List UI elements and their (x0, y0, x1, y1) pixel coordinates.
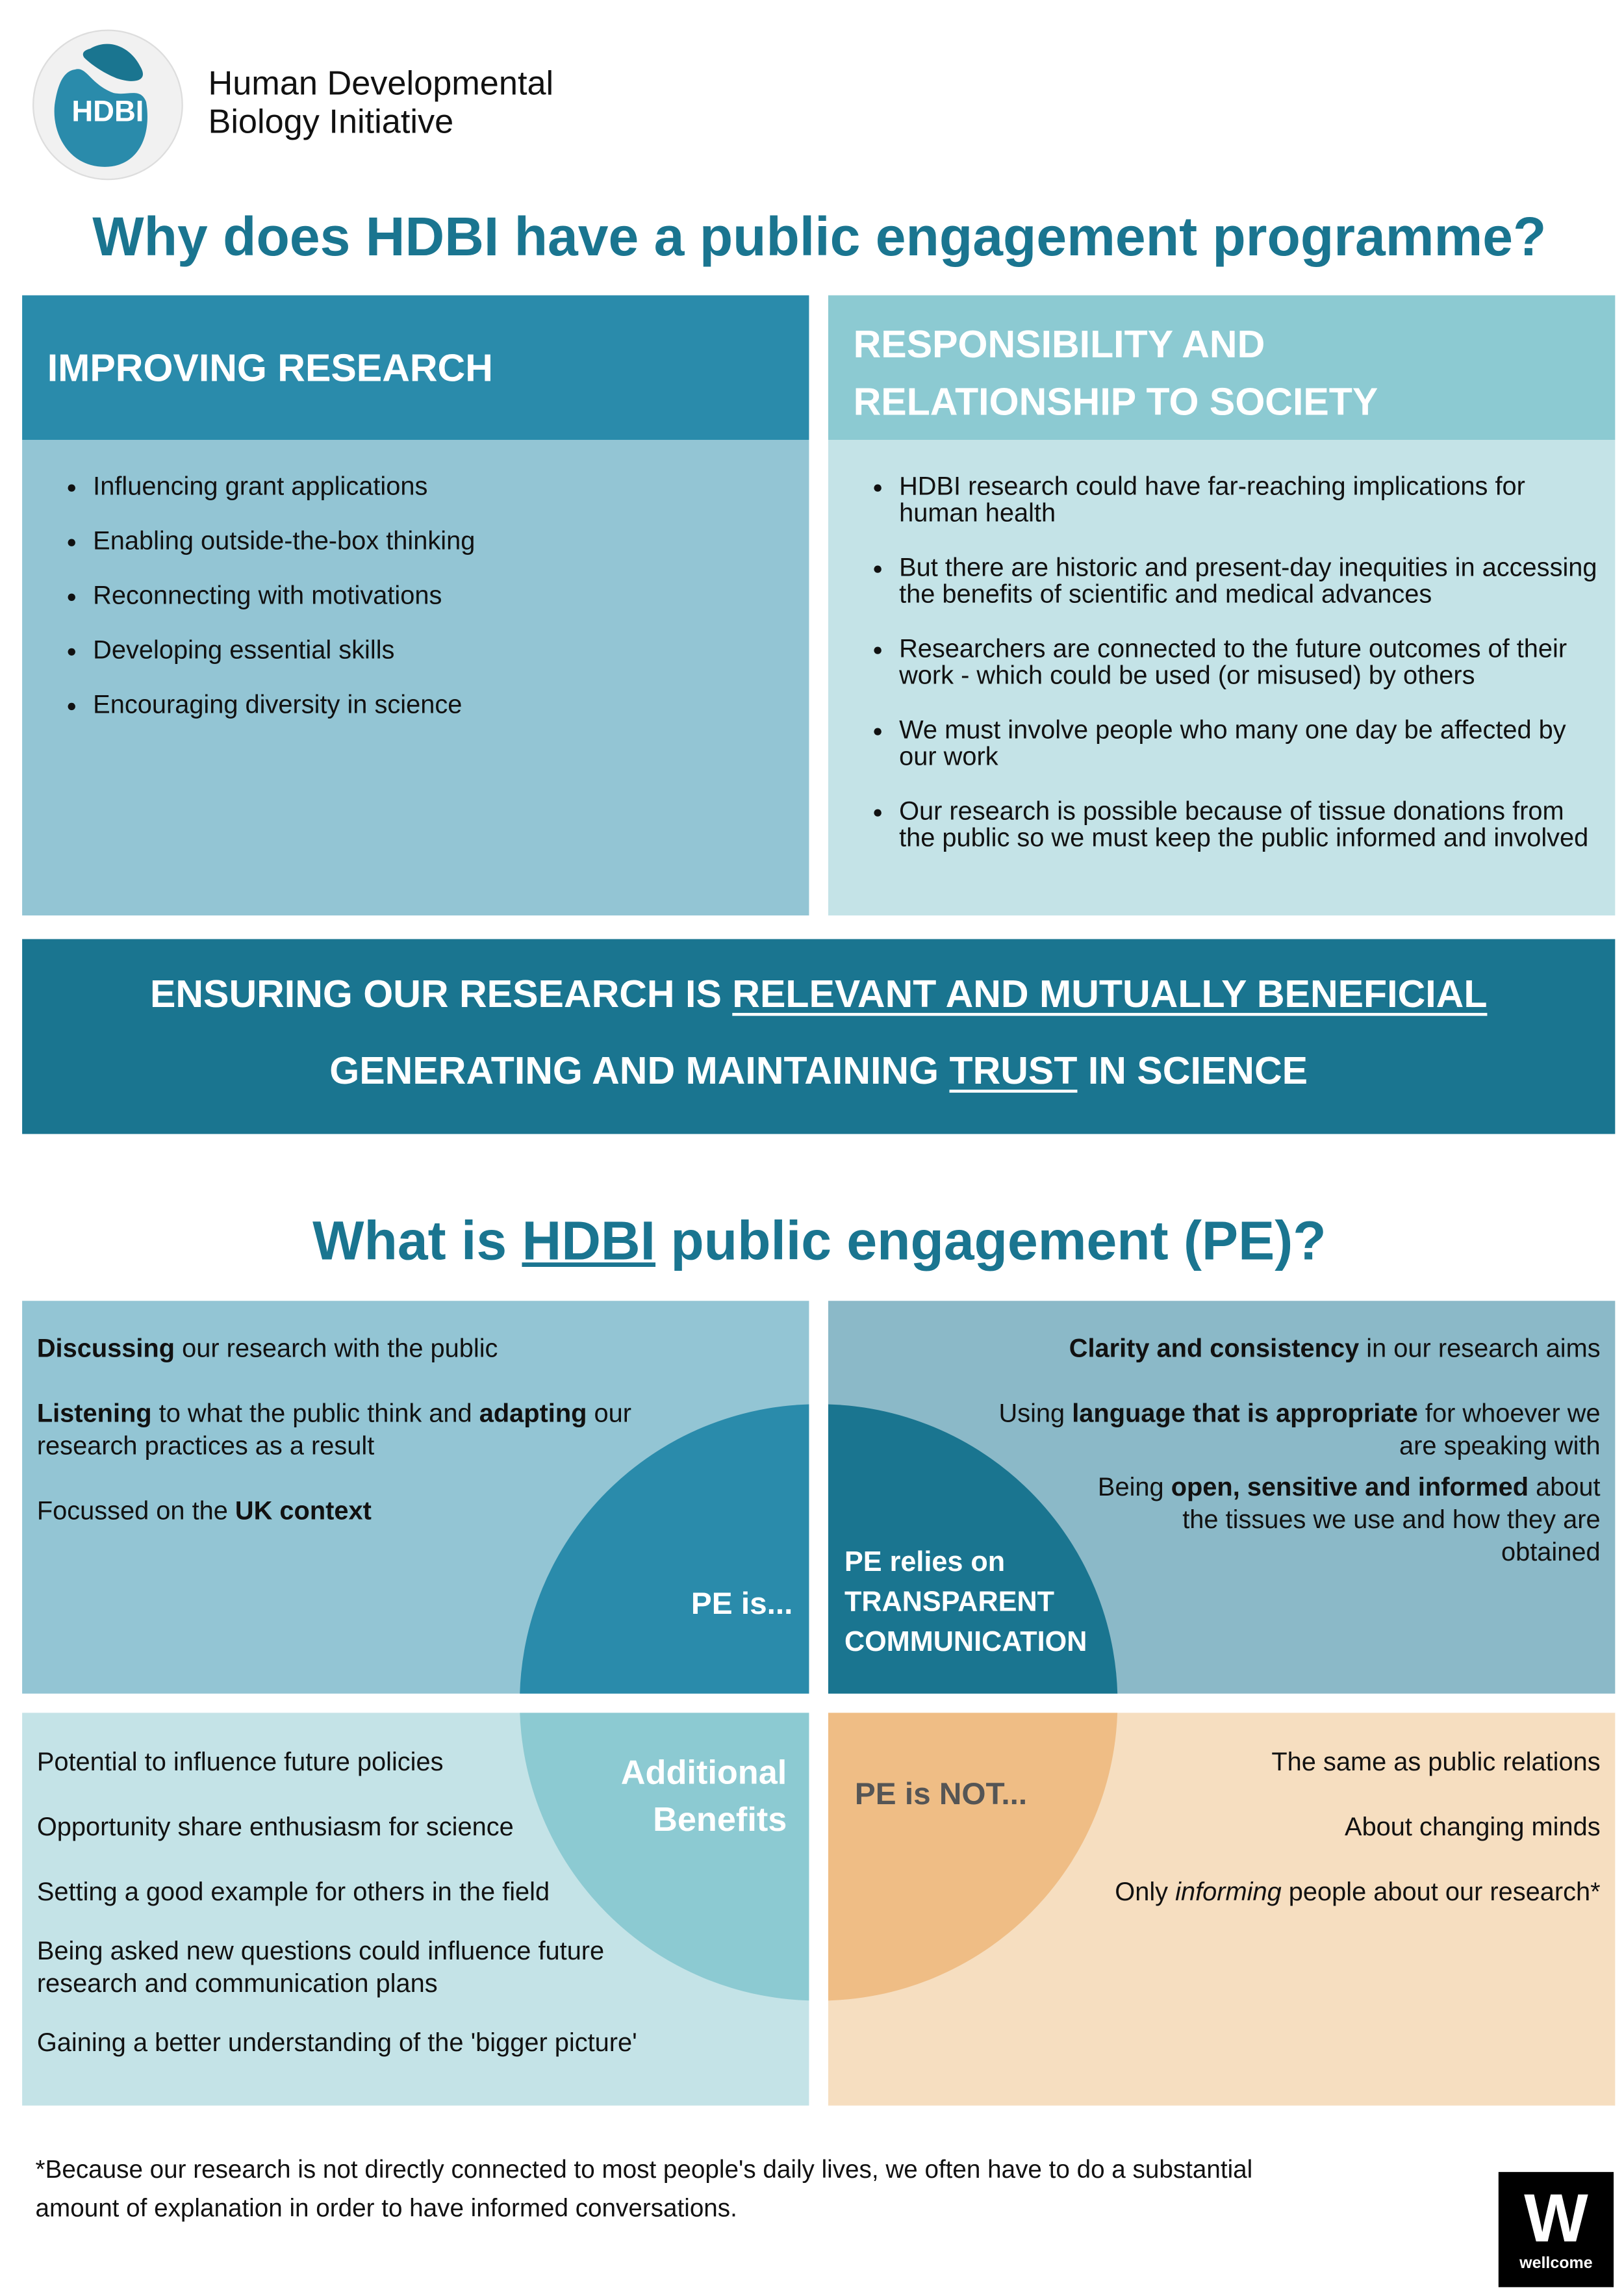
org-name (208, 64, 553, 140)
text: for whoever we are speaking with (1399, 1398, 1601, 1461)
list-item: • Enabling outside-the-box thinking (93, 527, 809, 554)
responsibility-body (828, 440, 1615, 915)
bold-text: Listening (36, 1398, 152, 1428)
banner-text: ENSURING OUR RESEARCH IS (149, 971, 733, 1016)
benefit-item: Setting a good example for others in the field (36, 1876, 550, 1907)
benefit-item: Potential to influence future policies (36, 1746, 444, 1777)
logo-text: HDBI (71, 96, 144, 129)
pe-not-item: The same as public relations (1271, 1746, 1601, 1777)
italic-text: informing (1175, 1876, 1282, 1907)
banner-line-1 (22, 971, 1615, 1017)
pe-is-quadrant (22, 1301, 809, 1694)
header-line: RESPONSIBILITY AND (853, 322, 1265, 366)
header-line: RELATIONSHIP TO SOCIETY (853, 379, 1378, 424)
footnote-line: amount of explanation in order to have informed conversations. (35, 2194, 737, 2223)
improving-research-body (22, 440, 809, 915)
label-line: PE relies on (844, 1547, 1006, 1579)
list-item: • Influencing grant applications (93, 472, 809, 499)
section-title (0, 1211, 1624, 1273)
wellcome-wordmark: wellcome (1519, 2254, 1593, 2273)
text: our research with the public (175, 1333, 498, 1363)
bold-text: language that is appropriate (1072, 1398, 1418, 1428)
text: in our research aims (1359, 1333, 1601, 1363)
label-line: Additional (620, 1752, 787, 1791)
benefits-items (37, 1745, 657, 2058)
list-item: • We must involve people who many one day be affected by our work (899, 716, 1597, 769)
benefits-quadrant (22, 1713, 809, 2106)
text: Only (1115, 1876, 1176, 1907)
text: people about our research* (1281, 1876, 1601, 1907)
title-text: public engagement (PE)? (655, 1210, 1326, 1271)
pe-is-label: PE is... (691, 1587, 793, 1622)
title-emphasis: HDBI (522, 1210, 656, 1271)
pe-not-item: About changing minds (1345, 1811, 1601, 1842)
bold-text: UK context (235, 1496, 372, 1525)
list-item: • Developing essential skills (93, 637, 809, 663)
banner-text: GENERATING AND MAINTAINING (329, 1048, 950, 1093)
pe-relies-item (965, 1332, 1600, 1364)
wellcome-logo (1499, 2172, 1614, 2287)
wellcome-mark: W (1524, 2179, 1588, 2256)
title-text: What is (312, 1210, 522, 1271)
hdbi-logo (32, 29, 183, 180)
list-item: • HDBI research could have far-reaching implications for human health (899, 472, 1597, 526)
page-title: Why does HDBI have a public engagement programme? (92, 207, 1547, 268)
bold-text: adapting (479, 1398, 587, 1428)
label-line: COMMUNICATION (844, 1627, 1087, 1659)
banner-text: IN SCIENCE (1077, 1048, 1308, 1093)
benefit-item: Opportunity share enthusiasm for science (36, 1811, 514, 1842)
pe-is-items (37, 1332, 702, 1527)
label-line: Benefits (653, 1800, 787, 1839)
banner-emphasis: RELEVANT AND MUTUALLY BENEFICIAL (732, 971, 1488, 1016)
text: to what the public think and (151, 1398, 479, 1428)
text: Being (1097, 1472, 1171, 1502)
pe-is-item (37, 1332, 702, 1364)
footnote (36, 2151, 1253, 2228)
responsibility-header (828, 296, 1615, 440)
bold-text: open, sensitive and informed (1171, 1472, 1529, 1502)
bold-text: Discussing (36, 1333, 175, 1363)
improving-research-header: IMPROVING RESEARCH (22, 296, 809, 440)
text: about the tissues we use and how they are obtained (1182, 1472, 1601, 1567)
text: our research practices as a result (36, 1398, 631, 1461)
bold-text: Clarity and consistency (1069, 1333, 1360, 1363)
text: Focussed on the (36, 1496, 235, 1525)
benefit-item: Gaining a better understanding of the 'bigger picture' (36, 2027, 637, 2057)
pe-not-items (980, 1745, 1601, 1907)
org-name-line2: Biology Initiative (208, 101, 454, 140)
list-item: • But there are historic and present-day inequities in accessing the benefits of scientific and medical advances (899, 554, 1597, 607)
banner-emphasis: TRUST (949, 1048, 1078, 1093)
banner-line-2 (22, 1049, 1615, 1094)
pe-relies-quadrant (828, 1301, 1615, 1694)
pe-not-item (980, 1875, 1601, 1907)
label-line: TRANSPARENT (844, 1587, 1055, 1618)
list-item: • Reconnecting with motivations (93, 581, 809, 608)
benefit-item: Being asked new questions could influence future research and communication plans (36, 1935, 605, 1998)
list-item: • Our research is possible because of tissue donations from the public so we must keep the public informed and involved (899, 797, 1597, 850)
pe-relies-items (965, 1332, 1600, 1568)
list-item: • Encouraging diversity in science (93, 691, 809, 718)
key-messages-banner (22, 939, 1615, 1134)
pe-is-item (37, 1397, 702, 1462)
benefits-label (621, 1748, 787, 1843)
list-item: • Researchers are connected to the future outcomes of their work - which could be used (or misused) by others (899, 635, 1597, 688)
pe-relies-item (965, 1397, 1600, 1462)
footnote-line: *Because our research is not directly connected to most people's daily lives, we often have to do a substantial (35, 2156, 1253, 2184)
pe-relies-item (1084, 1471, 1600, 1568)
text: Using (998, 1398, 1072, 1428)
pe-not-quadrant (828, 1713, 1615, 2106)
pe-is-item (37, 1494, 702, 1527)
pe-not-label: PE is NOT... (854, 1778, 1028, 1812)
pe-relies-label (844, 1543, 1087, 1663)
org-name-line1: Human Developmental (208, 63, 554, 102)
